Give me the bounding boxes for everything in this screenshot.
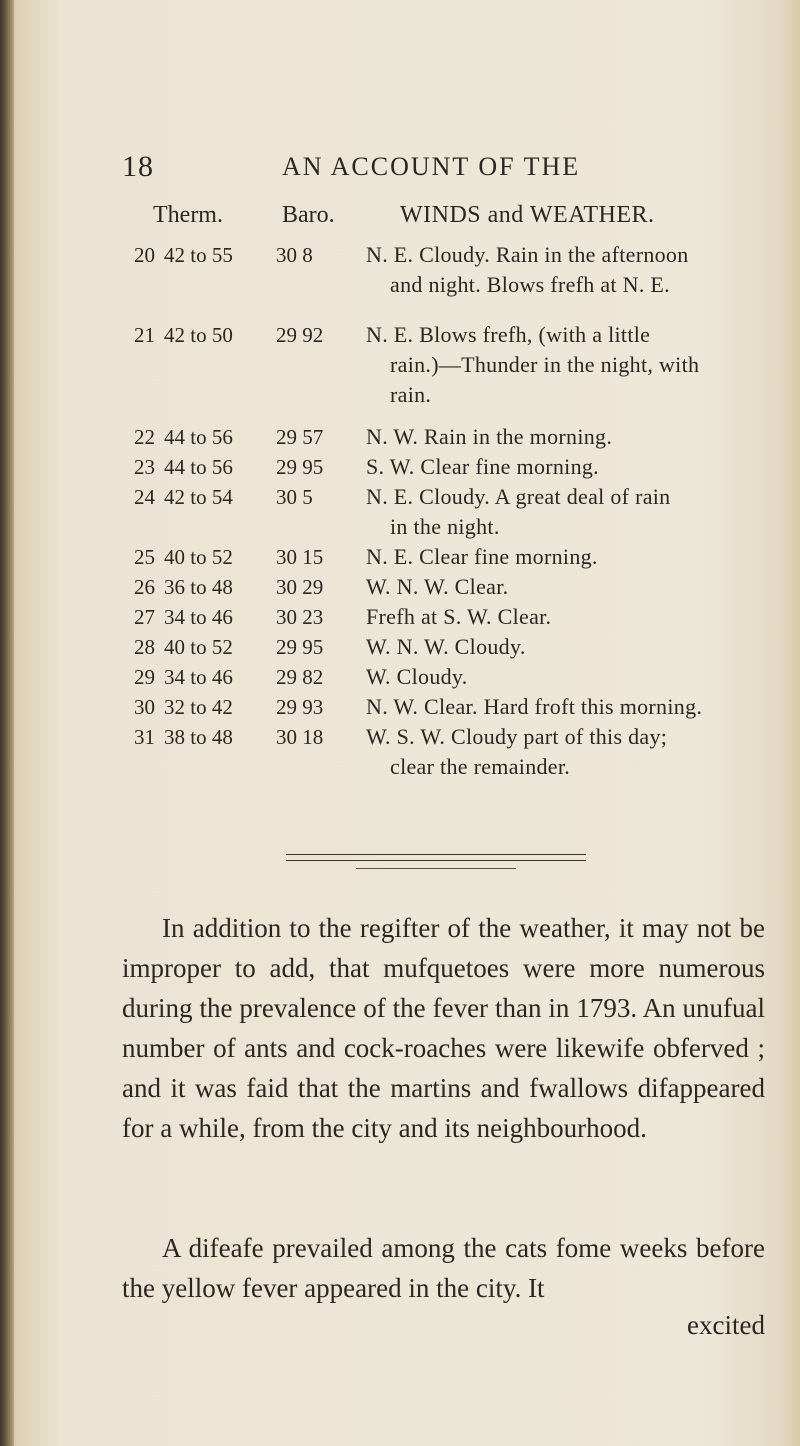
day-cell: 30 <box>134 695 155 719</box>
weather-cell <box>366 542 766 572</box>
day-cell: 26 <box>134 575 155 599</box>
page-number: 18 <box>122 150 154 183</box>
weather-cell <box>366 662 766 692</box>
baro-cell: 29 95 <box>276 635 324 659</box>
weather-cell <box>366 692 766 722</box>
weather-cell <box>366 722 766 782</box>
baro-cell: 30 18 <box>276 725 324 749</box>
catchword: excited <box>687 1310 765 1340</box>
weather-line: W. N. W. Clear. <box>366 574 509 599</box>
weather-line: N. E. Cloudy. Rain in the afternoon <box>366 242 689 267</box>
weather-cell <box>366 452 766 482</box>
weather-line: N. W. Rain in the morning. <box>366 424 613 449</box>
weather-line: W. Cloudy. <box>366 664 468 689</box>
day-cell: 28 <box>134 635 155 659</box>
weather-line: W. N. W. Cloudy. <box>366 634 526 659</box>
therm-cell: 34 to 46 <box>164 665 233 689</box>
weather-line: N. E. Clear fine morning. <box>366 544 598 569</box>
divider-rule <box>356 868 516 869</box>
weather-line: S. W. Clear fine morning. <box>366 454 599 479</box>
baro-cell: 30 15 <box>276 545 324 569</box>
paragraph-mosquitoes: In addition to the regifter of the weather, it may not be improper to add, that mufquetoes were more numerous during the prevalence of the fever than in 1793. An unufual number of ants and cock-roaches were likewife obferved ; and it was faid that the martins and fwallows difappeared for a while, from the city and its neighbourhood. <box>122 913 765 1143</box>
day-cell: 25 <box>134 545 155 569</box>
weather-line: rain.)—Thunder in the night, with <box>390 352 700 377</box>
weather-line: Frefh at S. W. Clear. <box>366 604 552 629</box>
baro-cell: 29 82 <box>276 665 324 689</box>
weather-cell <box>366 632 766 662</box>
weather-cell <box>366 572 766 602</box>
divider-rule <box>286 854 586 855</box>
weather-line: N. E. Blows frefh, (with a little <box>366 322 651 347</box>
baro-column-header: Baro. <box>282 202 335 228</box>
therm-cell: 40 to 52 <box>164 545 233 569</box>
winds-column-header: WINDS and WEATHER. <box>400 202 655 228</box>
day-cell: 21 <box>134 323 155 347</box>
day-cell: 23 <box>134 455 155 479</box>
weather-line: clear the remainder. <box>390 754 571 779</box>
weather-line: W. S. W. Cloudy part of this day; <box>366 724 668 749</box>
paragraph-cats: A difeafe prevailed among the cats fome weeks before the yellow fever appeared in the city. It <box>122 1233 765 1303</box>
day-cell: 31 <box>134 725 155 749</box>
weather-cell <box>366 422 766 452</box>
therm-cell: 44 to 56 <box>164 455 233 479</box>
therm-cell: 36 to 48 <box>164 575 233 599</box>
baro-cell: 30 5 <box>276 485 313 509</box>
day-cell: 27 <box>134 605 155 629</box>
day-cell: 29 <box>134 665 155 689</box>
baro-cell: 29 95 <box>276 455 324 479</box>
baro-cell: 29 92 <box>276 323 324 347</box>
baro-cell: 29 57 <box>276 425 324 449</box>
therm-cell: 44 to 56 <box>164 425 233 449</box>
book-spine-edge <box>0 0 14 1446</box>
day-cell: 24 <box>134 485 155 509</box>
weather-line: rain. <box>390 382 432 407</box>
therm-cell: 38 to 48 <box>164 725 233 749</box>
therm-cell: 34 to 46 <box>164 605 233 629</box>
running-title: AN ACCOUNT OF THE <box>282 152 581 181</box>
day-cell: 22 <box>134 425 155 449</box>
weather-cell <box>366 482 766 542</box>
weather-cell <box>366 602 766 632</box>
baro-cell: 30 23 <box>276 605 324 629</box>
therm-column-header: Therm. <box>153 202 223 228</box>
therm-cell: 32 to 42 <box>164 695 233 719</box>
weather-cell <box>366 240 766 300</box>
therm-cell: 42 to 55 <box>164 243 233 267</box>
therm-cell: 42 to 54 <box>164 485 233 509</box>
day-cell: 20 <box>134 243 155 267</box>
baro-cell: 29 93 <box>276 695 324 719</box>
baro-cell: 30 8 <box>276 243 313 267</box>
weather-line: in the night. <box>390 514 500 539</box>
therm-cell: 40 to 52 <box>164 635 233 659</box>
weather-line: and night. Blows frefh at N. E. <box>390 272 670 297</box>
divider-rule <box>286 860 586 861</box>
baro-cell: 30 29 <box>276 575 324 599</box>
weather-line: N. E. Cloudy. A great deal of rain <box>366 484 671 509</box>
weather-cell <box>366 320 766 410</box>
weather-line: N. W. Clear. Hard froft this morning. <box>366 694 703 719</box>
therm-cell: 42 to 50 <box>164 323 233 347</box>
